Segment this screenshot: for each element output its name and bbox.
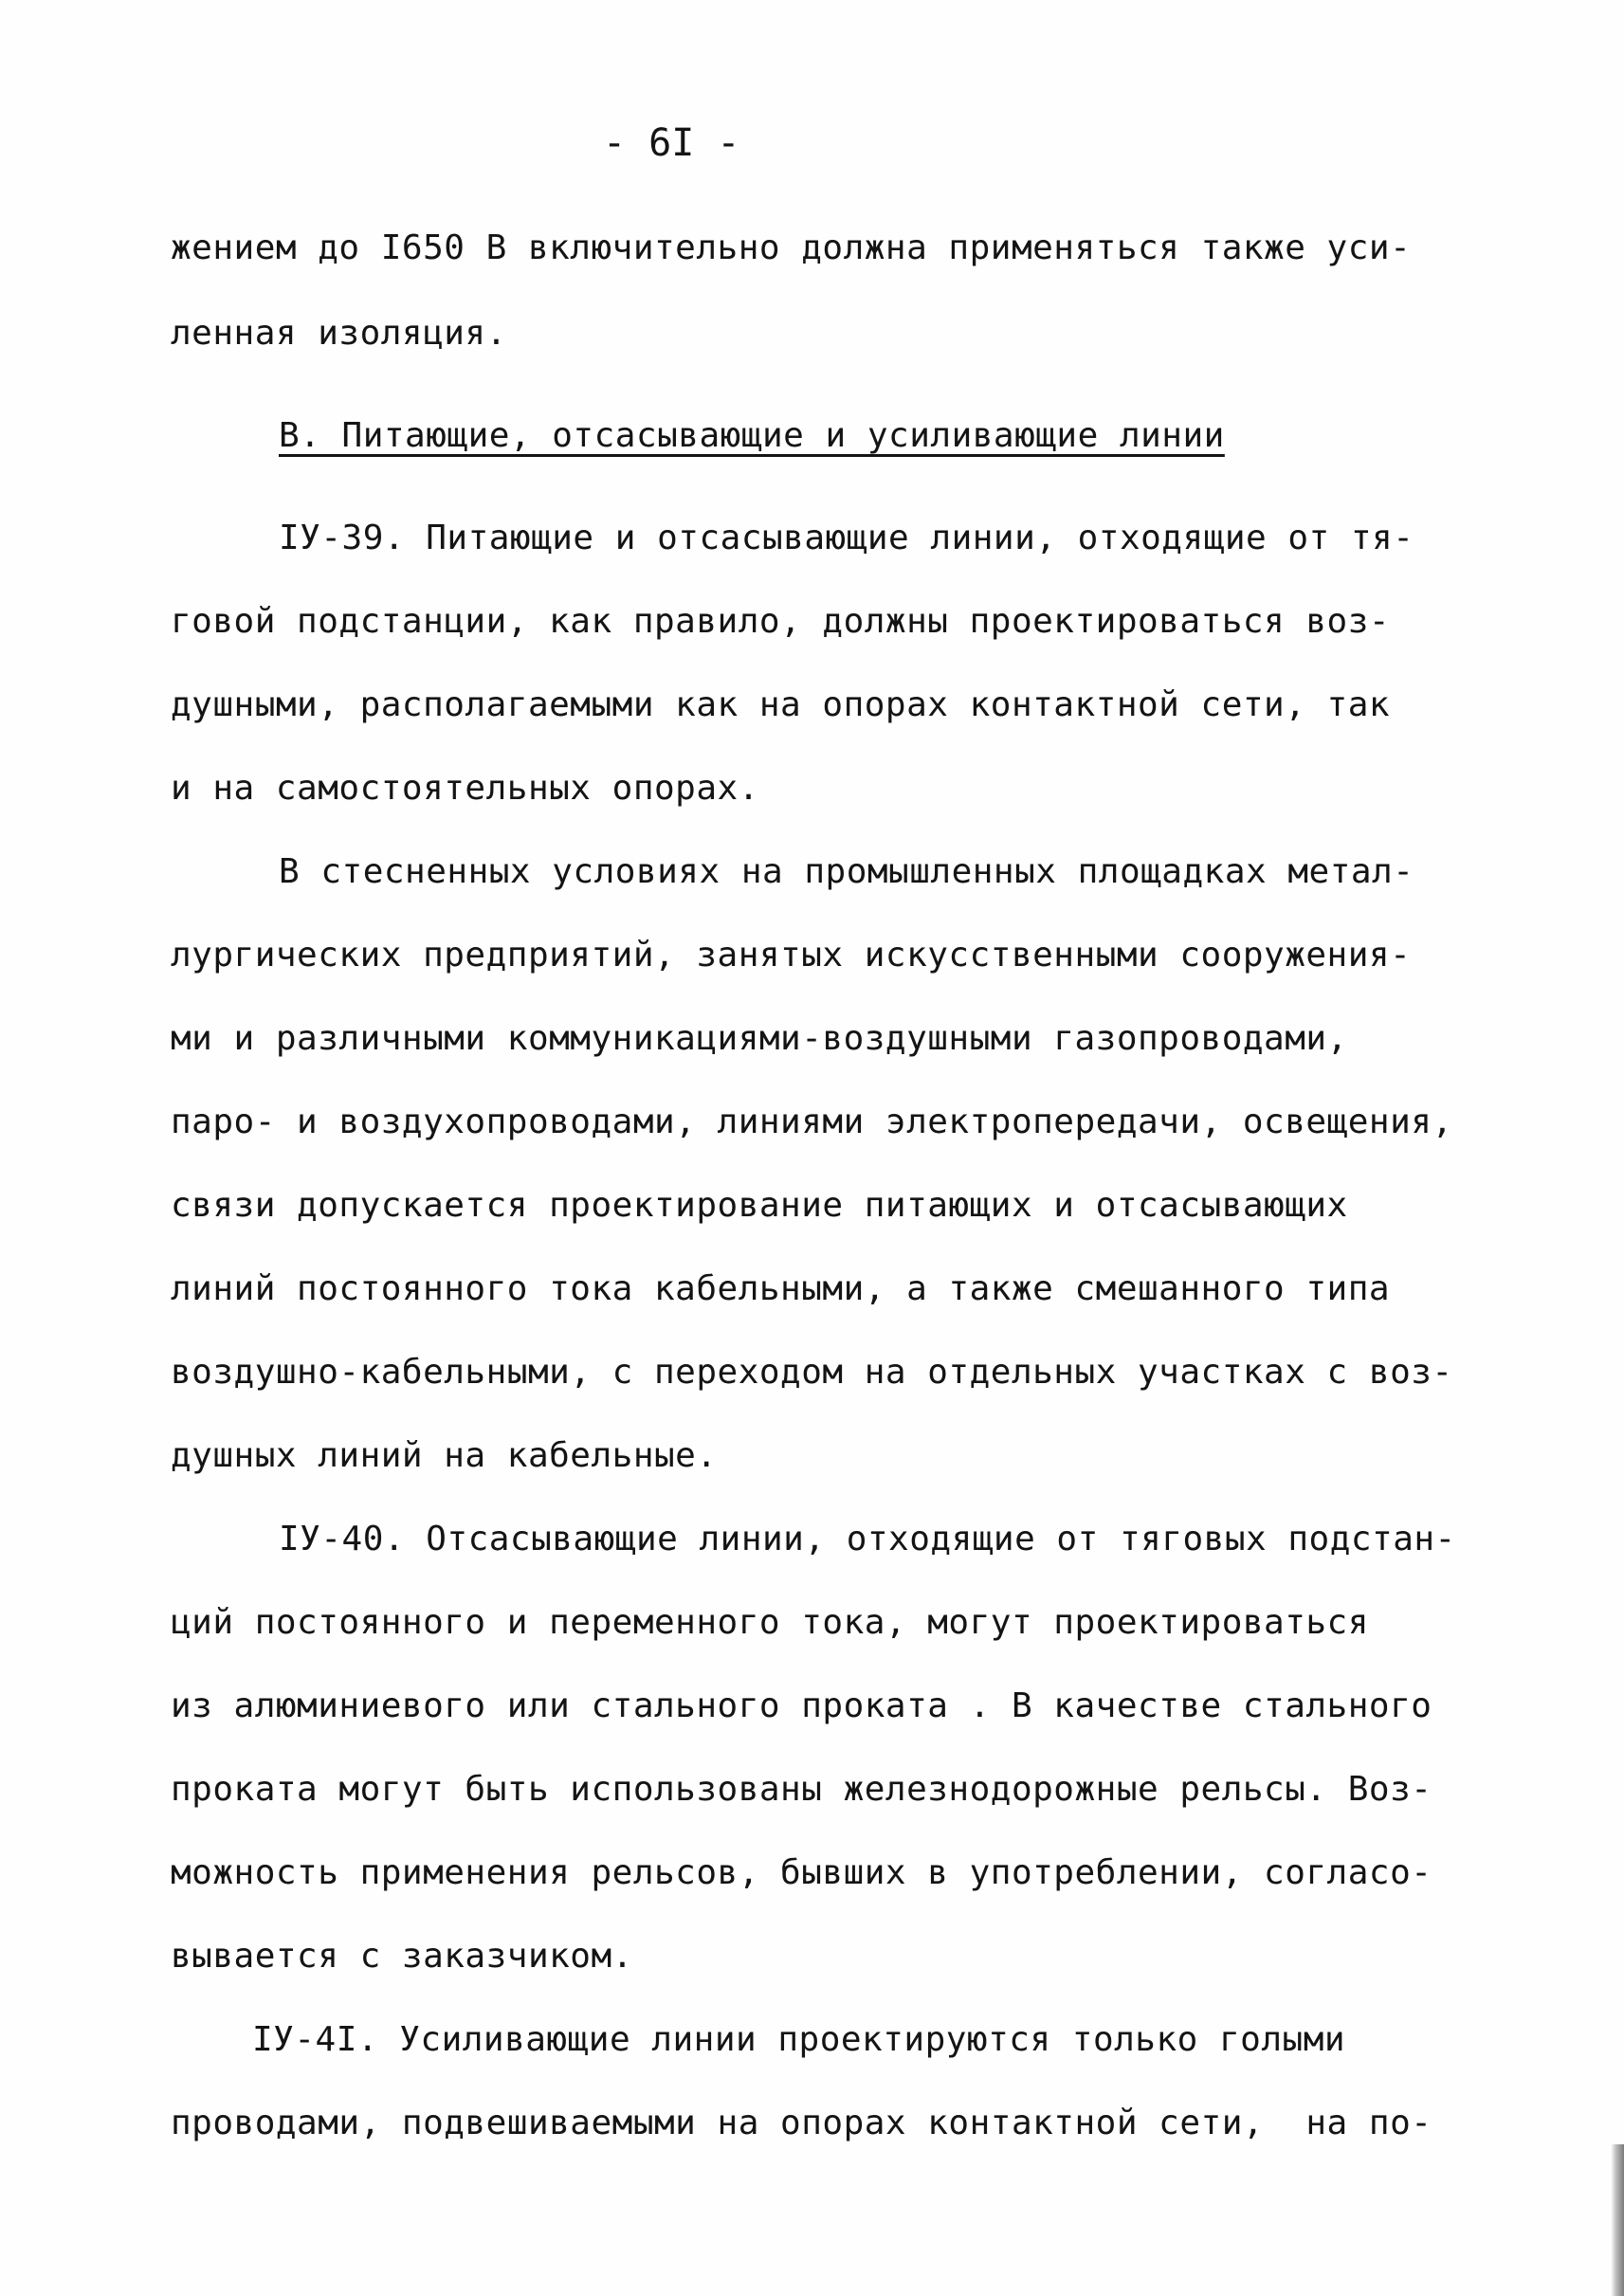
text-line: паро- и воздухопроводами, линиями электропередачи, освещения, (171, 1102, 1453, 1141)
text-line: ленная изоляция. (171, 314, 507, 353)
text-line: ми и различными коммуникациями-воздушными газопроводами, (171, 1019, 1348, 1058)
paragraph-first-line: IУ-40. Отсасывающие линии, отходящие от тяговых подстан- (279, 1520, 1456, 1558)
text-line: линий постоянного тока кабельными, а также смешанного типа (171, 1269, 1391, 1308)
scan-edge-shadow (1611, 2144, 1624, 2296)
text-line: и на самостоятельных опорах. (171, 769, 759, 808)
paragraph-first-line: IУ-39. Питающие и отсасывающие линии, отходящие от тя- (279, 519, 1414, 557)
paragraph-first-line: В стесненных условиях на промышленных площадках метал- (279, 852, 1414, 891)
text-line: ций постоянного и переменного тока, могут проектироваться (171, 1603, 1369, 1642)
text-line: проводами, подвешиваемыми на опорах контактной сети, на по- (171, 2104, 1432, 2142)
text-line: можность применения рельсов, бывших в употреблении, согласо- (171, 1853, 1432, 1892)
page-number: - 6I - (603, 121, 740, 165)
text-line: душными, располагаемыми как на опорах контактной сети, так (171, 685, 1391, 724)
text-line: лургических предприятий, занятых искусственными сооружения- (171, 936, 1412, 975)
text-line: связи допускается проектирование питающих и отсасывающих (171, 1186, 1348, 1225)
text-line: вывается с заказчиком. (171, 1937, 633, 1976)
section-heading: В. Питающие, отсасывающие и усиливающие линии (279, 416, 1225, 455)
text-line: из алюминиевого или стального проката . В качестве стального (171, 1686, 1432, 1725)
text-line: говой подстанции, как правило, должны проектироваться воз- (171, 602, 1391, 641)
text-line: проката могут быть использованы железнодорожные рельсы. Воз- (171, 1770, 1432, 1809)
text-line: жением до I650 В включительно должна применяться также уси- (171, 228, 1412, 267)
text-line: воздушно-кабельными, с переходом на отдельных участках с воз- (171, 1353, 1453, 1392)
paragraph-first-line: IУ-4I. Усиливающие линии проектируются только голыми (252, 2020, 1346, 2059)
text-line: душных линий на кабельные. (171, 1436, 718, 1475)
